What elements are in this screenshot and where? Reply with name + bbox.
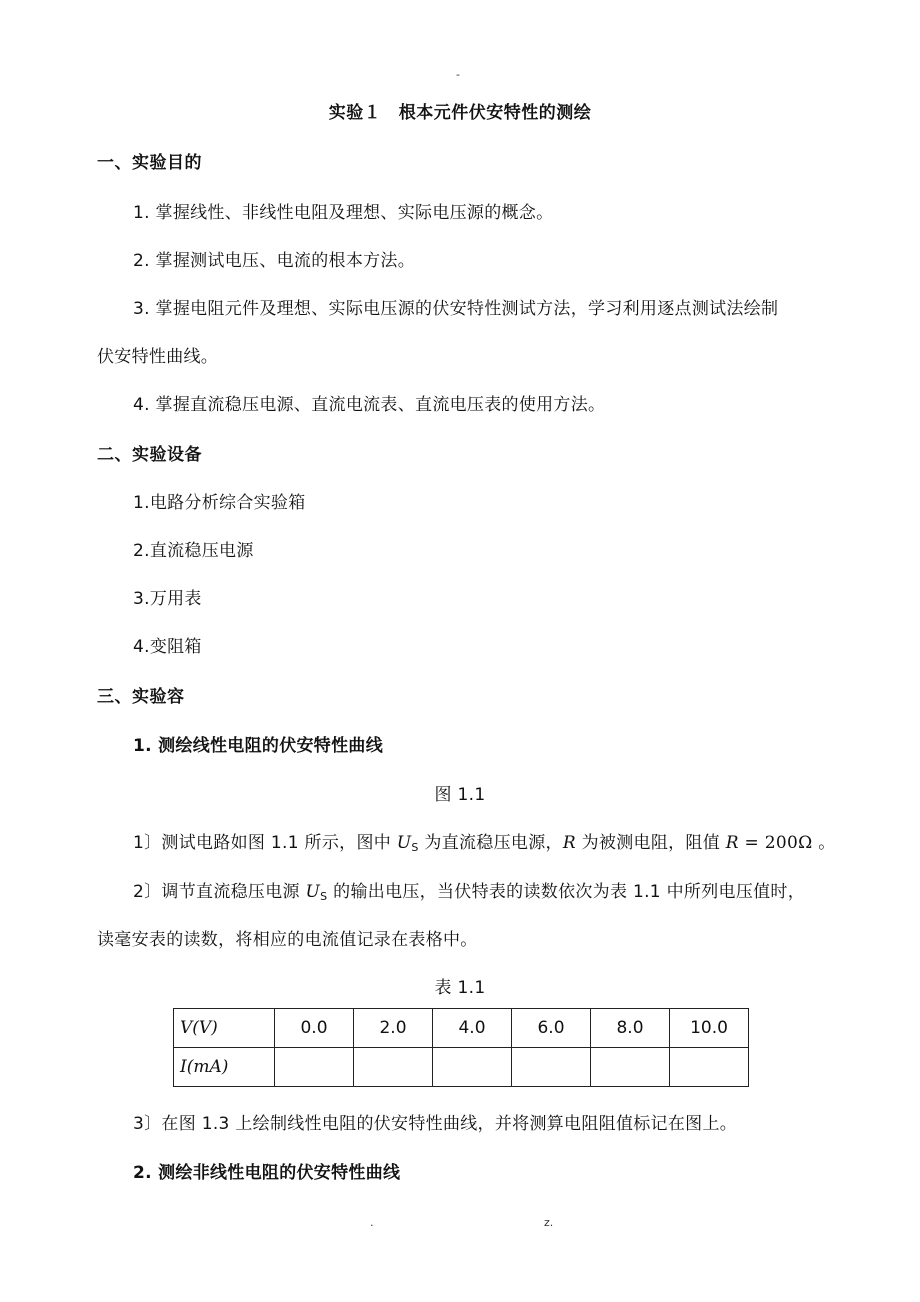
- step-2-text-b: 的输出电压，当伏特表的读数依次为表 1.1 中所列电压值时，: [327, 882, 806, 902]
- voltage-cell: 2.0: [354, 1009, 433, 1048]
- equipment-item-2: 2.直流稳压电源: [133, 541, 254, 561]
- subheading-nonlinear-resistor: 2. 测绘非线性电阻的伏安特性曲线: [133, 1163, 401, 1183]
- section-heading-purpose: 一、实验目的: [97, 153, 202, 173]
- step-1-text-d: 。: [812, 833, 836, 853]
- step-1-text-a: 1〕测试电路如图 1.1 所示，图中: [133, 833, 397, 853]
- step-1-paragraph: [133, 828, 836, 854]
- step-2-text-a: 2〕调节直流稳压电源: [133, 882, 306, 902]
- step-1-text-b: 为直流稳压电源，: [418, 833, 563, 853]
- step-2-paragraph: [133, 877, 805, 903]
- equipment-item-1: 1.电路分析综合实验箱: [133, 493, 306, 513]
- table-caption: 表 1.1: [434, 978, 486, 998]
- page-title: 实验１ 根本元件伏安特性的测绘: [328, 103, 592, 123]
- subheading-linear-resistor: 1. 测绘线性电阻的伏安特性曲线: [133, 736, 384, 756]
- purpose-item-1: 1. 掌握线性、非线性电阻及理想、实际电压源的概念。: [133, 203, 554, 223]
- measurement-table: [173, 1008, 749, 1087]
- footer-right-mark: z.: [544, 1216, 554, 1229]
- us-subscript-2: S: [320, 890, 328, 903]
- step-1-text-c: 为被测电阻，阻值: [575, 833, 726, 853]
- voltage-cell: 10.0: [670, 1009, 749, 1048]
- section-heading-content: 三、实验容: [97, 687, 185, 707]
- current-cell: [512, 1048, 591, 1087]
- resistance-value: = 200Ω: [738, 833, 813, 853]
- step-3-paragraph: 3〕在图 1.3 上绘制线性电阻的伏安特性曲线，并将测算电阻阻值标记在图上。: [133, 1114, 738, 1134]
- step-2-continued: 读毫安表的读数，将相应的电流值记录在表格中。: [97, 930, 478, 950]
- purpose-item-3-continued: 伏安特性曲线。: [97, 347, 219, 367]
- voltage-cell: 0.0: [275, 1009, 354, 1048]
- table-row-voltage: [174, 1009, 749, 1048]
- voltage-header-cell: V(V): [174, 1009, 275, 1048]
- footer-left-mark: .: [370, 1216, 374, 1229]
- purpose-item-4: 4. 掌握直流稳压电源、直流电流表、直流电压表的使用方法。: [133, 395, 606, 415]
- purpose-item-2: 2. 掌握测试电压、电流的根本方法。: [133, 251, 416, 271]
- current-cell: [433, 1048, 512, 1087]
- voltage-cell: 8.0: [591, 1009, 670, 1048]
- section-heading-equipment: 二、实验设备: [97, 445, 202, 465]
- current-cell: [354, 1048, 433, 1087]
- us-symbol-2: U: [305, 882, 321, 902]
- voltage-cell: 6.0: [512, 1009, 591, 1048]
- table-row-current: [174, 1048, 749, 1087]
- equipment-item-3: 3.万用表: [133, 589, 202, 609]
- voltage-cell: 4.0: [433, 1009, 512, 1048]
- current-cell: [670, 1048, 749, 1087]
- us-subscript: S: [411, 841, 419, 854]
- purpose-item-3: 3. 掌握电阻元件及理想、实际电压源的伏安特性测试方法，学习利用逐点测试法绘制: [133, 299, 779, 319]
- equipment-item-4: 4.变阻箱: [133, 637, 202, 657]
- us-symbol: U: [396, 833, 412, 853]
- r-symbol: R: [562, 833, 576, 853]
- r-symbol-eq: R: [725, 833, 739, 853]
- current-cell: [275, 1048, 354, 1087]
- figure-label: 图 1.1: [434, 785, 486, 805]
- header-mark: -: [456, 68, 460, 81]
- current-cell: [591, 1048, 670, 1087]
- current-header-cell: I(mA): [174, 1048, 275, 1087]
